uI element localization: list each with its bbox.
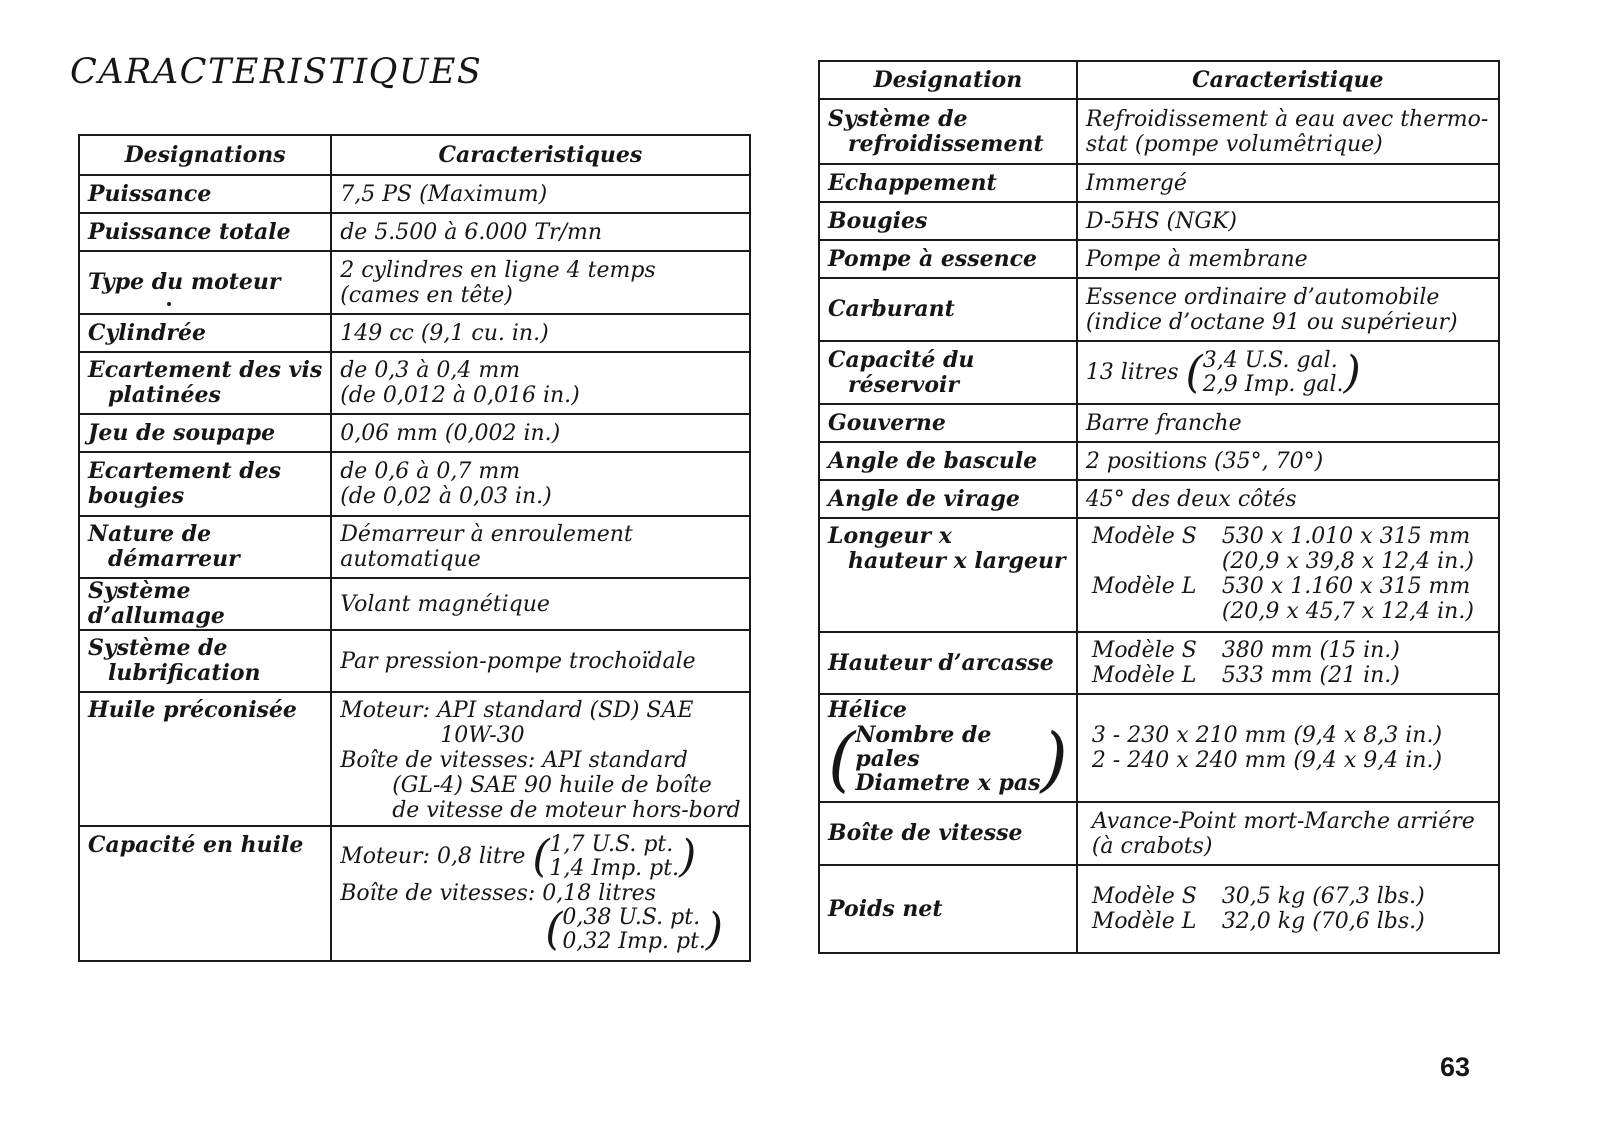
close-bracket: ) — [1343, 346, 1361, 398]
value-line: (de 0,02 à 0,03 in.) — [340, 484, 552, 509]
label-line: Nombre de — [855, 722, 992, 748]
row-value — [1077, 518, 1499, 632]
row-label: Puissance totale — [79, 213, 331, 251]
open-bracket: ( — [828, 718, 856, 800]
row-label: Angle de virage — [819, 480, 1077, 518]
row-value — [1077, 694, 1499, 802]
value-line: stat (pompe volumêtrique) — [1085, 131, 1383, 157]
model-s-row — [1092, 884, 1425, 909]
model-l-row — [1092, 574, 1470, 599]
table-row — [819, 518, 1499, 632]
model-s-row — [1092, 524, 1470, 549]
row-label: Hauteur d’arcasse — [819, 632, 1077, 694]
label-line: Longeur x — [828, 523, 952, 549]
table-row — [819, 442, 1499, 480]
row-value — [1077, 341, 1499, 404]
row-value: Barre franche — [1077, 404, 1499, 442]
page-number: 63 — [1440, 1052, 1471, 1082]
model-value: 30,5 kg (67,3 lbs.) — [1221, 884, 1425, 909]
row-value — [1077, 802, 1499, 865]
value-line: (GL-4) SAE 90 huile de boîte — [392, 773, 712, 798]
row-label: Bougies — [819, 202, 1077, 240]
table-row — [79, 414, 750, 452]
row-label — [79, 352, 331, 414]
right-spec-table — [818, 60, 1500, 954]
table-row — [79, 826, 750, 961]
table-row — [819, 341, 1499, 404]
row-value — [331, 826, 749, 961]
row-label — [819, 99, 1077, 164]
row-label — [819, 694, 1077, 802]
table-row — [819, 632, 1499, 694]
label-line: Diametre x pas — [855, 770, 1041, 796]
model-value: 32,0 kg (70,6 lbs.) — [1221, 909, 1425, 934]
column-header: Caracteristique — [1077, 61, 1499, 99]
close-bracket: ) — [1040, 718, 1068, 800]
helice-sub-group — [828, 718, 1068, 800]
row-label: Echappement — [819, 164, 1077, 202]
value-line: Refroidissement à eau avec thermo- — [1085, 106, 1489, 132]
model-value: (20,9 x 39,8 x 12,4 in.) — [1221, 549, 1474, 574]
table-row — [79, 251, 750, 314]
row-label: Boîte de vitesse — [819, 802, 1077, 865]
table-row — [79, 352, 750, 414]
model-label: Modèle L — [1091, 663, 1197, 688]
row-value: 2 positions (35°, 70°) — [1077, 442, 1499, 480]
table-row — [79, 692, 750, 826]
row-value — [1077, 99, 1499, 164]
row-value: 149 cc (9,1 cu. in.) — [331, 314, 749, 352]
row-label: Poids net — [819, 865, 1077, 953]
spacer — [1092, 599, 1222, 624]
model-value: (20,9 x 45,7 x 12,4 in.) — [1221, 599, 1474, 624]
row-label: Huile préconisée — [79, 692, 331, 826]
row-label — [819, 341, 1077, 404]
row-label: Carburant — [819, 278, 1077, 341]
row-label: Jeu de soupape — [79, 414, 331, 452]
page-title: CARACTERISTIQUES — [70, 52, 483, 92]
row-label: Gouverne — [819, 404, 1077, 442]
table-row — [819, 480, 1499, 518]
table-row — [79, 213, 750, 251]
unit-stack — [1203, 349, 1344, 397]
row-value: 45° des deux côtés — [1077, 480, 1499, 518]
column-header: Caracteristiques — [331, 135, 749, 175]
unit-line: 0,38 U.S. pt. — [562, 905, 701, 930]
value-line: automatique — [340, 547, 481, 572]
left-spec-table — [78, 134, 751, 962]
unit-line: 2,9 Imp. gal. — [1202, 371, 1344, 397]
row-label: Capacité en huile — [79, 826, 331, 961]
row-label: Angle de bascule — [819, 442, 1077, 480]
value-text: Moteur: 0,8 litre — [340, 844, 526, 869]
model-label: Modèle S — [1091, 524, 1197, 549]
table-row — [819, 240, 1499, 278]
open-bracket: ( — [1185, 346, 1203, 398]
model-value: 533 mm (21 in.) — [1221, 663, 1400, 688]
unit-line: 0,32 Imp. pt. — [562, 929, 706, 954]
table-row — [79, 314, 750, 352]
value-line: Boîte de vitesses: API standard — [340, 748, 688, 773]
value-line: (indice d’octane 91 ou supérieur) — [1085, 309, 1458, 335]
value-line: de 0,3 à 0,4 mm — [340, 358, 521, 383]
model-s-row — [1092, 549, 1474, 574]
table-row — [79, 175, 750, 213]
table-row — [819, 802, 1499, 865]
table-row — [819, 99, 1499, 164]
model-label: Modèle L — [1091, 909, 1197, 934]
row-label: Cylindrée — [79, 314, 331, 352]
table-row — [79, 630, 750, 692]
model-label: Modèle L — [1091, 574, 1197, 599]
unit-line: 1,7 U.S. pt. — [549, 832, 674, 857]
label-line: bougies — [88, 483, 185, 509]
table-row — [819, 865, 1499, 953]
row-label: Puissance — [79, 175, 331, 213]
model-s-row — [1092, 638, 1400, 663]
unit-stack — [550, 833, 680, 881]
value-line: de 0,6 à 0,7 mm — [340, 459, 521, 484]
label-line: Capacité du — [828, 346, 975, 373]
row-value: 0,06 mm (0,002 in.) — [331, 414, 749, 452]
label-line: Ecartement des — [88, 458, 282, 484]
label-line: Hélice — [828, 697, 907, 723]
label-line: démarreur — [108, 546, 240, 572]
table-row — [79, 452, 750, 516]
row-value: Immergé — [1077, 164, 1499, 202]
row-label: Système d’allumage — [79, 578, 331, 630]
table-header-row — [79, 135, 750, 175]
table-row — [79, 516, 750, 578]
close-bracket: ) — [679, 831, 697, 882]
label-line: refroidissement — [848, 130, 1044, 157]
label-line: Nature de — [88, 521, 212, 547]
oil-engine-capacity — [340, 833, 740, 881]
value-line: (à crabots) — [1091, 833, 1213, 859]
value-line: 2 cylindres en ligne 4 temps — [340, 257, 656, 283]
row-value: Volant magnétique — [331, 578, 749, 630]
row-value — [1077, 632, 1499, 694]
row-value: Pompe à membrane — [1077, 240, 1499, 278]
model-label: Modèle S — [1091, 638, 1197, 663]
value-line: 3 - 230 x 210 mm (9,4 x 8,3 in.) — [1091, 723, 1443, 748]
unit-line: 3,4 U.S. gal. — [1202, 347, 1338, 373]
table-row — [819, 164, 1499, 202]
row-value — [1077, 278, 1499, 341]
row-value — [331, 692, 749, 826]
label-line: pales — [855, 746, 920, 772]
row-value: de 5.500 à 6.000 Tr/mn — [331, 213, 749, 251]
table-row — [819, 694, 1499, 802]
row-label: Type du moteur — [79, 251, 331, 314]
value-line: Avance-Point mort-Marche arriére — [1091, 808, 1475, 834]
table-row — [819, 404, 1499, 442]
value-line: 10W-30 — [440, 723, 525, 748]
value-line: Moteur: API standard (SD) SAE — [340, 698, 694, 723]
label-line: Ecartement des vis — [88, 357, 323, 383]
row-value: 7,5 PS (Maximum) — [331, 175, 749, 213]
open-bracket: ( — [532, 831, 550, 882]
model-value: 530 x 1.160 x 315 mm — [1221, 574, 1471, 599]
spacer — [1092, 549, 1222, 574]
stray-dot — [167, 302, 171, 306]
table-row — [79, 578, 750, 630]
label-line: Système de — [828, 105, 968, 132]
model-label: Modèle S — [1091, 884, 1197, 909]
row-value — [331, 452, 749, 516]
row-label — [79, 452, 331, 516]
row-label — [79, 630, 331, 692]
unit-line: 1,4 Imp. pt. — [549, 856, 680, 881]
close-bracket: ) — [705, 904, 724, 955]
value-line: (cames en tête) — [340, 282, 513, 308]
column-header: Designations — [79, 135, 331, 175]
column-header: Designation — [819, 61, 1077, 99]
row-value: D-5HS (NGK) — [1077, 202, 1499, 240]
model-l-row — [1092, 663, 1400, 688]
value-line: Démarreur à enroulement — [340, 522, 633, 547]
value-line: (de 0,012 à 0,016 in.) — [340, 383, 580, 408]
table-row — [819, 202, 1499, 240]
row-value — [331, 352, 749, 414]
table-header-row — [819, 61, 1499, 99]
model-value: 380 mm (15 in.) — [1221, 638, 1400, 663]
row-value: Par pression-pompe trochoïdale — [331, 630, 749, 692]
value-line: de vitesse de moteur hors-bord — [392, 798, 741, 823]
row-value — [331, 251, 749, 314]
label-line: lubrification — [108, 660, 261, 686]
open-bracket: ( — [545, 904, 563, 955]
label-line: réservoir — [848, 371, 959, 398]
oil-gearbox-units — [340, 906, 740, 954]
label-line: hauteur x largeur — [848, 548, 1066, 574]
value-line: Boîte de vitesses: 0,18 litres — [340, 881, 656, 906]
value-line: Essence ordinaire d’automobile — [1085, 284, 1440, 310]
unit-stack — [562, 906, 706, 954]
row-value — [1077, 865, 1499, 953]
row-label: Pompe à essence — [819, 240, 1077, 278]
row-label — [819, 518, 1077, 632]
model-value: 530 x 1.010 x 315 mm — [1221, 524, 1471, 549]
model-l-row — [1092, 599, 1474, 624]
table-row — [819, 278, 1499, 341]
value-line: 2 - 240 x 240 mm (9,4 x 9,4 in.) — [1091, 748, 1443, 773]
label-line: platinées — [108, 382, 221, 408]
label-line: Système de — [88, 635, 228, 661]
row-value — [331, 516, 749, 578]
value-text: 13 litres — [1085, 359, 1179, 385]
model-l-row — [1092, 909, 1425, 934]
label-stack — [855, 723, 1040, 795]
row-label — [79, 516, 331, 578]
